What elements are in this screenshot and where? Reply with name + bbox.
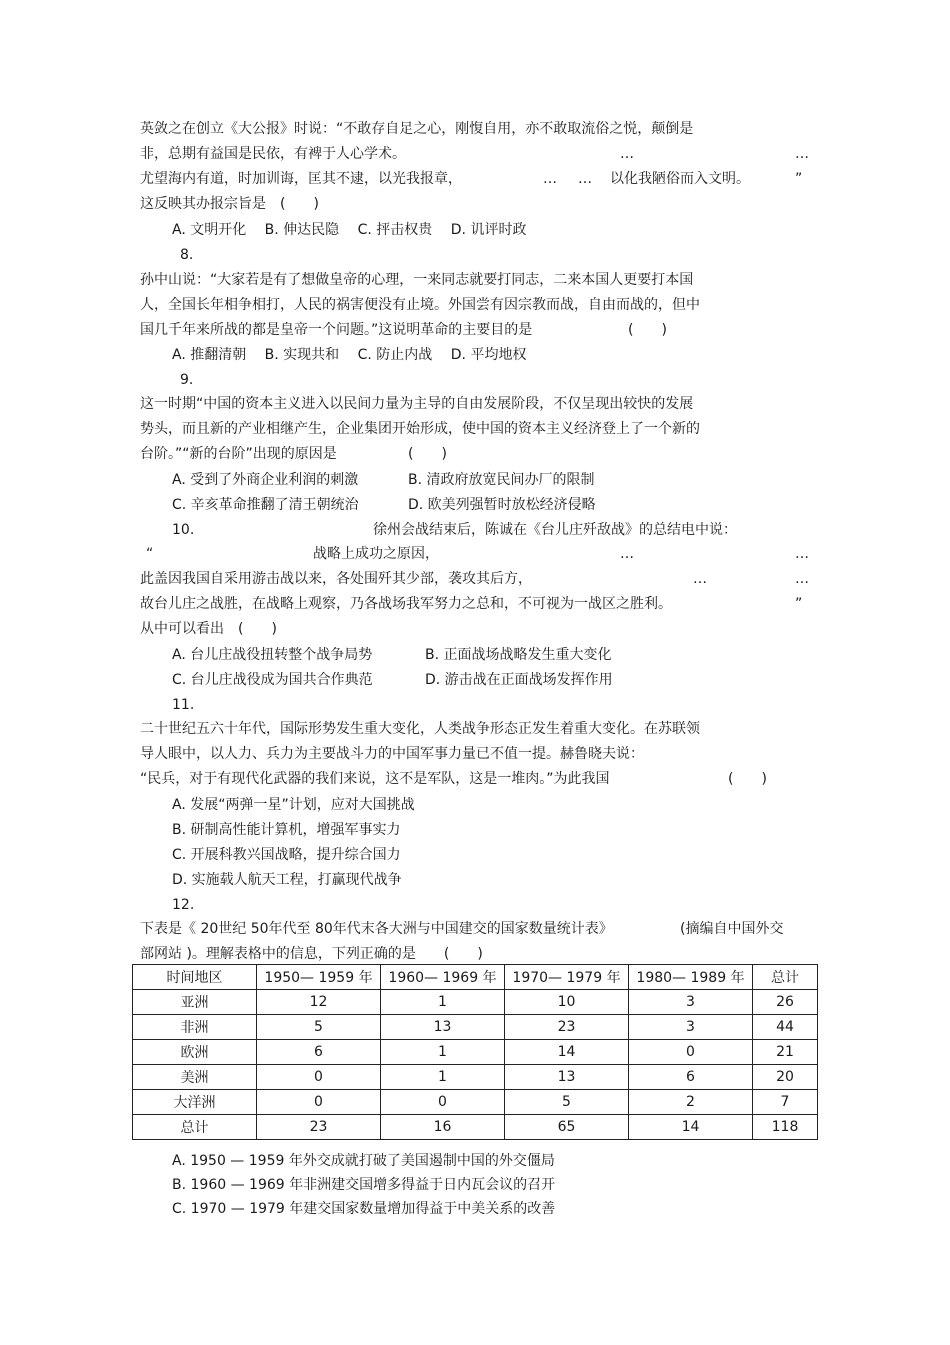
- ellipsis: …: [795, 546, 809, 562]
- q12-line-1-source: (摘编自中国外交: [680, 921, 784, 937]
- table-cell: 16: [381, 1115, 505, 1140]
- q9-answer-paren: ( ): [408, 446, 447, 462]
- q8-line-1: 孙中山说：“大家若是有了想做皇帝的心理，一来同志就要打同志，二来本国人更要打本国: [140, 272, 694, 288]
- table-cell: 3: [629, 990, 753, 1015]
- q11-answer-paren: ( ): [728, 771, 767, 787]
- q10-option-d: D. 游击战在正面战场发挥作用: [425, 672, 613, 688]
- q8-line-2: 人，全国长年相争相打，人民的祸害便没有止境。外国尝有因宗教而战，自由而战的，但中: [140, 297, 700, 313]
- q11-number: 11.: [172, 697, 195, 713]
- table-cell: 3: [629, 1015, 753, 1040]
- q9-line-1: 这一时期“中国的资本主义进入以民间力量为主导的自由发展阶段，不仅呈现出较快的发展: [140, 396, 694, 412]
- table-cell: 65: [505, 1115, 629, 1140]
- q9-number: 9.: [180, 372, 194, 388]
- table-header-cell: 1960— 1969 年: [381, 965, 505, 990]
- q11-line-3: “民兵，对于有现代化武器的我们来说，这不是军队，这是一堆肉。”为此我国: [140, 771, 610, 787]
- ellipsis: …: [620, 146, 634, 162]
- q7-line-3-end: 以化我陋俗而入文明。: [610, 171, 750, 187]
- ellipsis: …: [578, 171, 592, 187]
- table-cell: 23: [257, 1115, 381, 1140]
- table-cell: 14: [629, 1115, 753, 1140]
- q11-option-d: D. 实施载人航天工程，打赢现代战争: [172, 872, 402, 888]
- closing-quote: ”: [795, 171, 803, 187]
- q10-line-5: 从中可以看出 ( ): [140, 621, 277, 637]
- table-cell: 5: [505, 1090, 629, 1115]
- table-cell: 7: [753, 1090, 818, 1115]
- q7-line-1: 英敛之在创立《大公报》时说：“不敢存自足之心，刚愎自用，亦不敢取流俗之悦，颠倒是: [140, 121, 694, 137]
- q10-line-2: 战略上成功之原因，: [313, 546, 439, 562]
- q10-number: 10.: [172, 522, 195, 538]
- q11-option-b: B. 研制高性能计算机，增强军事实力: [172, 822, 401, 838]
- q9-option-b: B. 清政府放宽民间办厂的限制: [408, 472, 595, 488]
- table-header-cell: 1970— 1979 年: [505, 965, 629, 990]
- table-cell: 亚洲: [133, 990, 257, 1015]
- table-cell: 14: [505, 1040, 629, 1065]
- table-cell: 0: [257, 1065, 381, 1090]
- table-cell: 美洲: [133, 1065, 257, 1090]
- q11-option-a: A. 发展“两弹一星”计划，应对大国挑战: [172, 797, 415, 813]
- ellipsis: …: [795, 571, 809, 587]
- table-cell: 0: [381, 1090, 505, 1115]
- q10-line-4: 故台儿庄之战胜，在战略上观察，乃各战场我军努力之总和，不可视为一战区之胜利。: [140, 596, 672, 612]
- q12-option-c: C. 1970 — 1979 年建交国家数量增加得益于中美关系的改善: [172, 1201, 556, 1217]
- q9-line-2: 势头，而且新的产业相继产生，企业集团开始形成，使中国的资本主义经济登上了一个新的: [140, 421, 700, 437]
- table-cell: 20: [753, 1065, 818, 1090]
- q8-line-3: 国几千年来所战的都是皇帝一个问题。”这说明革命的主要目的是: [140, 322, 533, 338]
- table-header-cell: 1980— 1989 年: [629, 965, 753, 990]
- table-row-total: [133, 1115, 818, 1140]
- table-cell: 26: [753, 990, 818, 1015]
- q9-option-a: A. 受到了外商企业利润的刺激: [172, 472, 359, 488]
- q10-quote-close: ”: [795, 596, 803, 612]
- q9-line-3: 台阶。”“新的台阶”出现的原因是: [140, 446, 337, 462]
- q7-line-3: 尤望海内有道，时加训诲，匡其不逮，以光我报章，: [140, 171, 462, 187]
- table-row: [133, 1065, 818, 1090]
- ellipsis: …: [795, 146, 809, 162]
- table-cell: 10: [505, 990, 629, 1015]
- q7-line-4: 这反映其办报宗旨是 ( ): [140, 196, 319, 212]
- table-cell: 13: [381, 1015, 505, 1040]
- table-cell: 118: [753, 1115, 818, 1140]
- ellipsis: …: [693, 571, 707, 587]
- table-header-cell: 时间地区: [133, 965, 257, 990]
- q12-option-a: A. 1950 — 1959 年外交成就打破了美国遏制中国的外交僵局: [172, 1153, 555, 1169]
- q12-line-1: 下表是《 20世纪 50年代至 80年代末各大洲与中国建交的国家数量统计表》: [140, 921, 613, 937]
- table-cell: 6: [257, 1040, 381, 1065]
- table-cell: 非洲: [133, 1015, 257, 1040]
- table-cell: 1: [381, 1065, 505, 1090]
- ellipsis: …: [543, 171, 557, 187]
- q7-line-2: 非，总期有益国是民依，有裨于人心学术。: [140, 146, 406, 162]
- q10-line-1: 徐州会战结束后，陈诚在《台儿庄歼敌战》的总结电中说：: [373, 522, 737, 538]
- q7-options: A. 文明开化 B. 伸达民隐 C. 抨击权贵 D. 讥评时政: [172, 222, 527, 238]
- table-cell: 6: [629, 1065, 753, 1090]
- table-cell: 44: [753, 1015, 818, 1040]
- q11-line-1: 二十世纪五六十年代，国际形势发生重大变化，人类战争形态正发生着重大变化。在苏联领: [140, 721, 700, 737]
- table-cell: 1: [381, 1040, 505, 1065]
- table-cell: 大洋洲: [133, 1090, 257, 1115]
- table-cell: 2: [629, 1090, 753, 1115]
- table-cell: 5: [257, 1015, 381, 1040]
- q8-answer-paren: ( ): [628, 322, 667, 338]
- q9-option-c: C. 辛亥革命推翻了清王朝统治: [172, 497, 359, 513]
- q8-number: 8.: [180, 247, 194, 263]
- q10-quote-open: “: [146, 546, 154, 562]
- table-cell: 0: [257, 1090, 381, 1115]
- table-cell: 12: [257, 990, 381, 1015]
- table-cell: 总计: [133, 1115, 257, 1140]
- table-row: [133, 990, 818, 1015]
- table-cell: 13: [505, 1065, 629, 1090]
- ellipsis: …: [620, 546, 634, 562]
- q10-option-c: C. 台儿庄战役成为国共合作典范: [172, 672, 373, 688]
- table-header-row: [133, 965, 818, 990]
- q10-option-b: B. 正面战场战略发生重大变化: [425, 647, 612, 663]
- table-cell: 23: [505, 1015, 629, 1040]
- q12-option-b: B. 1960 — 1969 年非洲建交国增多得益于日内瓦会议的召开: [172, 1177, 556, 1193]
- q10-line-3: 此盖因我国自采用游击战以来，各处围歼其少部，袭攻其后方，: [140, 571, 532, 587]
- q11-option-c: C. 开展科教兴国战略，提升综合国力: [172, 847, 401, 863]
- table-row: [133, 1015, 818, 1040]
- table-header-cell: 总计: [753, 965, 818, 990]
- table-cell: 欧洲: [133, 1040, 257, 1065]
- table-header-cell: 1950— 1959 年: [257, 965, 381, 990]
- q8-options: A. 推翻清朝 B. 实现共和 C. 防止内战 D. 平均地权: [172, 347, 527, 363]
- q10-option-a: A. 台儿庄战役扭转整个战争局势: [172, 647, 373, 663]
- table-row: [133, 1090, 818, 1115]
- table-row: [133, 1040, 818, 1065]
- table-cell: 21: [753, 1040, 818, 1065]
- q12-number: 12.: [172, 897, 195, 913]
- diplomacy-stats-table: [132, 964, 818, 1140]
- q12-line-2: 部网站 )。理解表格中的信息，下列正确的是 ( ): [140, 946, 483, 962]
- table-cell: 1: [381, 990, 505, 1015]
- q9-option-d: D. 欧美列强暂时放松经济侵略: [408, 497, 596, 513]
- q11-line-2: 导人眼中，以人力、兵力为主要战斗力的中国军事力量已不值一提。赫鲁晓夫说：: [140, 746, 644, 762]
- table-cell: 0: [629, 1040, 753, 1065]
